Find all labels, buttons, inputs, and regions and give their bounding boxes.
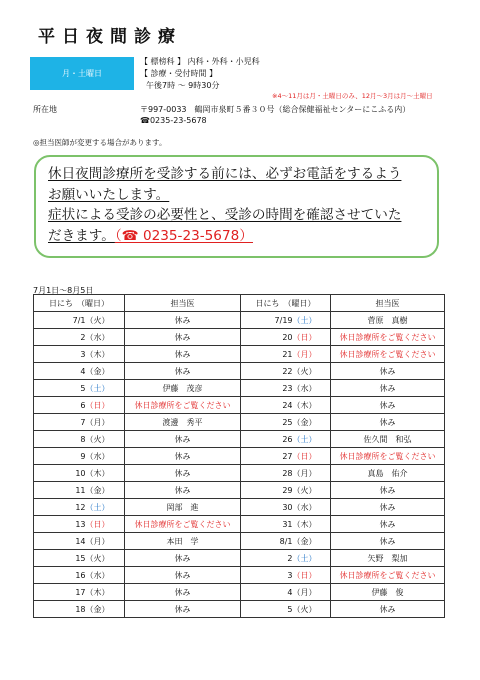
right-date: 20 (241, 329, 293, 346)
table-row (34, 601, 445, 618)
right-date: 8/1 (241, 533, 293, 550)
table-row (34, 397, 445, 414)
left-weekday: （木） (86, 465, 125, 482)
left-date: 2 (34, 329, 86, 346)
left-weekday: （水） (86, 329, 125, 346)
left-weekday: （日） (86, 397, 125, 414)
right-doctor: 休み (331, 499, 445, 516)
callout-line-3: 症状による受診の必要性と、受診の時間を確認させていた (48, 207, 402, 223)
left-weekday: （水） (86, 567, 125, 584)
right-doctor: 真島 佑介 (331, 465, 445, 482)
left-doctor: 休み (125, 346, 241, 363)
left-weekday: （水） (86, 448, 125, 465)
right-doctor: 休み (331, 533, 445, 550)
left-doctor: 伊藤 茂彦 (125, 380, 241, 397)
right-weekday: （木） (293, 397, 331, 414)
right-doctor: 休日診療所をご覧ください (331, 329, 445, 346)
right-doctor: 休み (331, 414, 445, 431)
right-date: 3 (241, 567, 293, 584)
right-weekday: （月） (293, 346, 331, 363)
left-doctor: 休み (125, 431, 241, 448)
left-weekday: （月） (86, 414, 125, 431)
right-doctor: 伊藤 俊 (331, 584, 445, 601)
right-weekday: （水） (293, 380, 331, 397)
right-weekday: （金） (293, 533, 331, 550)
left-date: 8 (34, 431, 86, 448)
right-doctor: 休み (331, 380, 445, 397)
left-weekday: （木） (86, 584, 125, 601)
left-date: 5 (34, 380, 86, 397)
callout-line-4 (48, 226, 425, 247)
right-weekday: （日） (293, 329, 331, 346)
left-doctor: 休み (125, 329, 241, 346)
right-date: 26 (241, 431, 293, 448)
left-weekday: （金） (86, 363, 125, 380)
left-doctor: 休み (125, 567, 241, 584)
left-date: 3 (34, 346, 86, 363)
address-block (140, 104, 410, 126)
right-doctor: 佐久間 和弘 (331, 431, 445, 448)
left-weekday: （金） (86, 601, 125, 618)
left-weekday: （木） (86, 346, 125, 363)
right-weekday: （土） (293, 550, 331, 567)
right-date: 24 (241, 397, 293, 414)
right-doctor: 休日診療所をご覧ください (331, 346, 445, 363)
right-date: 7/19 (241, 312, 293, 329)
left-doctor: 休み (125, 312, 241, 329)
days-badge-label: 月・土曜日 (62, 69, 102, 78)
left-date: 12 (34, 499, 86, 516)
right-date: 25 (241, 414, 293, 431)
hours-heading: 【 診療・受付時間 】 (140, 69, 218, 78)
right-weekday: （木） (293, 516, 331, 533)
subjects-line: 【 標榜科 】 内科・外科・小児科 (140, 57, 260, 66)
table-row (34, 414, 445, 431)
right-weekday: （月） (293, 465, 331, 482)
table-row (34, 448, 445, 465)
right-doctor: 休み (331, 397, 445, 414)
left-date: 18 (34, 601, 86, 618)
left-doctor: 渡邊 秀平 (125, 414, 241, 431)
left-doctor: 休み (125, 482, 241, 499)
right-date: 29 (241, 482, 293, 499)
right-date: 31 (241, 516, 293, 533)
left-doctor: 休み (125, 448, 241, 465)
schedule-period: 7月1日～8月5日 (33, 286, 94, 295)
callout-line-1: 休日夜間診療所を受診する前には、必ずお電話をするよう (48, 166, 402, 182)
right-doctor: 休み (331, 482, 445, 499)
table-row (34, 312, 445, 329)
left-date: 16 (34, 567, 86, 584)
table-row (34, 584, 445, 601)
right-weekday: （土） (293, 312, 331, 329)
right-weekday: （火） (293, 363, 331, 380)
table-row (34, 499, 445, 516)
left-doctor: 休み (125, 465, 241, 482)
header-date-left: 日にち （曜日） (34, 295, 125, 312)
left-weekday: （土） (86, 499, 125, 516)
left-date: 17 (34, 584, 86, 601)
left-doctor: 休み (125, 363, 241, 380)
left-date: 11 (34, 482, 86, 499)
header-doctor-left: 担当医 (125, 295, 241, 312)
table-row (34, 482, 445, 499)
right-date: 2 (241, 550, 293, 567)
right-weekday: （火） (293, 482, 331, 499)
right-weekday: （土） (293, 431, 331, 448)
hours-value: 午後7時 ～ 9時30分 (146, 81, 220, 90)
right-weekday: （水） (293, 499, 331, 516)
left-doctor: 本田 学 (125, 533, 241, 550)
left-date: 4 (34, 363, 86, 380)
right-weekday: （月） (293, 584, 331, 601)
table-row (34, 567, 445, 584)
callout-line-4-text: だきます。 (48, 227, 115, 244)
table-row (34, 363, 445, 380)
left-date: 9 (34, 448, 86, 465)
right-date: 27 (241, 448, 293, 465)
table-row (34, 533, 445, 550)
right-weekday: （日） (293, 448, 331, 465)
right-weekday: （金） (293, 414, 331, 431)
left-doctor: 休み (125, 601, 241, 618)
right-doctor: 矢野 梨加 (331, 550, 445, 567)
address-label: 所在地 (33, 105, 57, 114)
right-date: 28 (241, 465, 293, 482)
right-date: 5 (241, 601, 293, 618)
table-row (34, 380, 445, 397)
days-badge (30, 57, 134, 90)
left-date: 14 (34, 533, 86, 550)
header-date-right: 日にち （曜日） (241, 295, 331, 312)
left-date: 10 (34, 465, 86, 482)
table-header-row (34, 295, 445, 312)
left-weekday: （火） (86, 431, 125, 448)
season-note: ※4～11月は月・土曜日のみ、12月～3月は月～土曜日 (272, 92, 433, 100)
address-line: 〒997-0033 鶴岡市泉町５番３０号（総合保健福祉センターにこふる内） (140, 105, 411, 114)
right-doctor: 菅原 真樹 (331, 312, 445, 329)
left-doctor: 休み (125, 584, 241, 601)
table-row (34, 346, 445, 363)
page-title: 平日夜間診療 (38, 27, 182, 47)
right-doctor: 休日診療所をご覧ください (331, 567, 445, 584)
left-date: 7/1 (34, 312, 86, 329)
header-doctor-right: 担当医 (331, 295, 445, 312)
right-doctor: 休み (331, 601, 445, 618)
right-date: 22 (241, 363, 293, 380)
call-ahead-callout (34, 155, 439, 258)
left-weekday: （金） (86, 482, 125, 499)
right-doctor: 休日診療所をご覧ください (331, 448, 445, 465)
right-date: 21 (241, 346, 293, 363)
left-weekday: （火） (86, 312, 125, 329)
left-doctor: 休日診療所をご覧ください (125, 516, 241, 533)
left-weekday: （火） (86, 550, 125, 567)
table-row (34, 550, 445, 567)
right-doctor: 休み (331, 516, 445, 533)
left-doctor: 岡部 進 (125, 499, 241, 516)
right-date: 23 (241, 380, 293, 397)
left-date: 13 (34, 516, 86, 533)
right-weekday: （火） (293, 601, 331, 618)
left-weekday: （月） (86, 533, 125, 550)
table-row (34, 431, 445, 448)
right-doctor: 休み (331, 363, 445, 380)
left-doctor: 休み (125, 550, 241, 567)
callout-text (48, 164, 425, 246)
table-row (34, 465, 445, 482)
table-row (34, 516, 445, 533)
right-weekday: （日） (293, 567, 331, 584)
right-date: 30 (241, 499, 293, 516)
left-date: 6 (34, 397, 86, 414)
callout-phone: （☎ 0235-23-5678） (114, 227, 253, 244)
left-date: 7 (34, 414, 86, 431)
left-doctor: 休日診療所をご覧ください (125, 397, 241, 414)
left-weekday: （日） (86, 516, 125, 533)
callout-line-2: お願いいたします。 (48, 186, 170, 203)
schedule-table (33, 294, 445, 618)
doctor-change-notice: ◎担当医師が変更する場合があります。 (33, 138, 167, 147)
address-phone: ☎0235-23-5678 (140, 116, 207, 125)
left-weekday: （土） (86, 380, 125, 397)
right-date: 4 (241, 584, 293, 601)
table-row (34, 329, 445, 346)
left-date: 15 (34, 550, 86, 567)
